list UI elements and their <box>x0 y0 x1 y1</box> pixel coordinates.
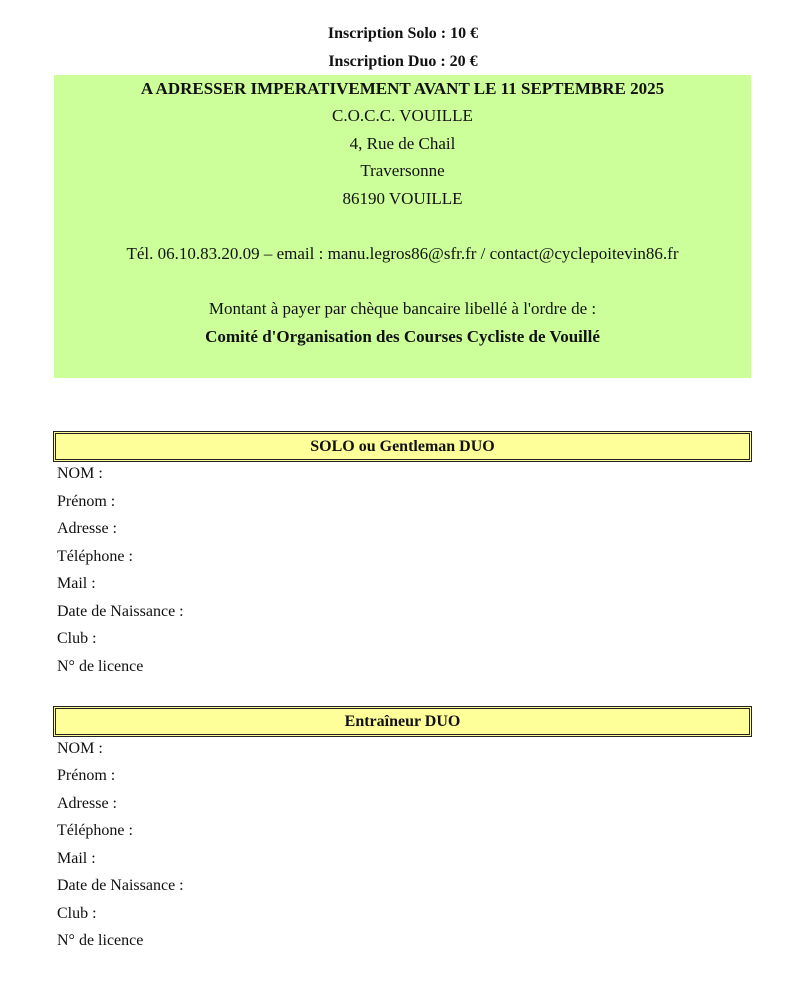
trainer-field-date-naissance: Date de Naissance : <box>57 877 184 894</box>
trainer-field-adresse: Adresse : <box>57 795 117 812</box>
trainer-field-mail: Mail : <box>57 850 96 867</box>
contact-line: Tél. 06.10.83.20.09 – email : manu.legros86@sfr.fr / contact@cyclepoitevin86.fr <box>126 244 679 263</box>
price-solo: Inscription Solo : 10 € <box>327 25 479 42</box>
street-address: 4, Rue de Chail <box>349 134 456 153</box>
deadline-text: A ADRESSER IMPERATIVEMENT AVANT LE 11 SEPTEMBRE 2025 <box>140 79 665 98</box>
solo-field-licence: N° de licence <box>57 658 144 675</box>
trainer-field-club: Club : <box>57 905 97 922</box>
locality: Traversonne <box>360 161 445 180</box>
payee-name: Comité d'Organisation des Courses Cycliste de Vouillé <box>205 327 600 346</box>
price-duo: Inscription Duo : 20 € <box>328 53 478 70</box>
organization-name: C.O.C.C. VOUILLE <box>332 106 473 125</box>
trainer-section-header: Entraîneur DUO <box>53 706 752 737</box>
trainer-field-licence: N° de licence <box>57 932 144 949</box>
postal-city: 86190 VOUILLE <box>342 189 463 208</box>
solo-field-telephone: Téléphone : <box>57 548 133 565</box>
address-box <box>54 75 751 378</box>
solo-field-club: Club : <box>57 630 97 647</box>
solo-field-date-naissance: Date de Naissance : <box>57 603 184 620</box>
solo-field-nom: NOM : <box>57 465 103 482</box>
solo-section-header: SOLO ou Gentleman DUO <box>53 431 752 462</box>
solo-field-prenom: Prénom : <box>57 493 116 510</box>
trainer-field-nom: NOM : <box>57 740 103 757</box>
payment-instruction: Montant à payer par chèque bancaire libellé à l'ordre de : <box>208 299 597 318</box>
solo-field-adresse: Adresse : <box>57 520 117 537</box>
trainer-field-telephone: Téléphone : <box>57 822 133 839</box>
solo-field-mail: Mail : <box>57 575 96 592</box>
trainer-field-prenom: Prénom : <box>57 767 116 784</box>
